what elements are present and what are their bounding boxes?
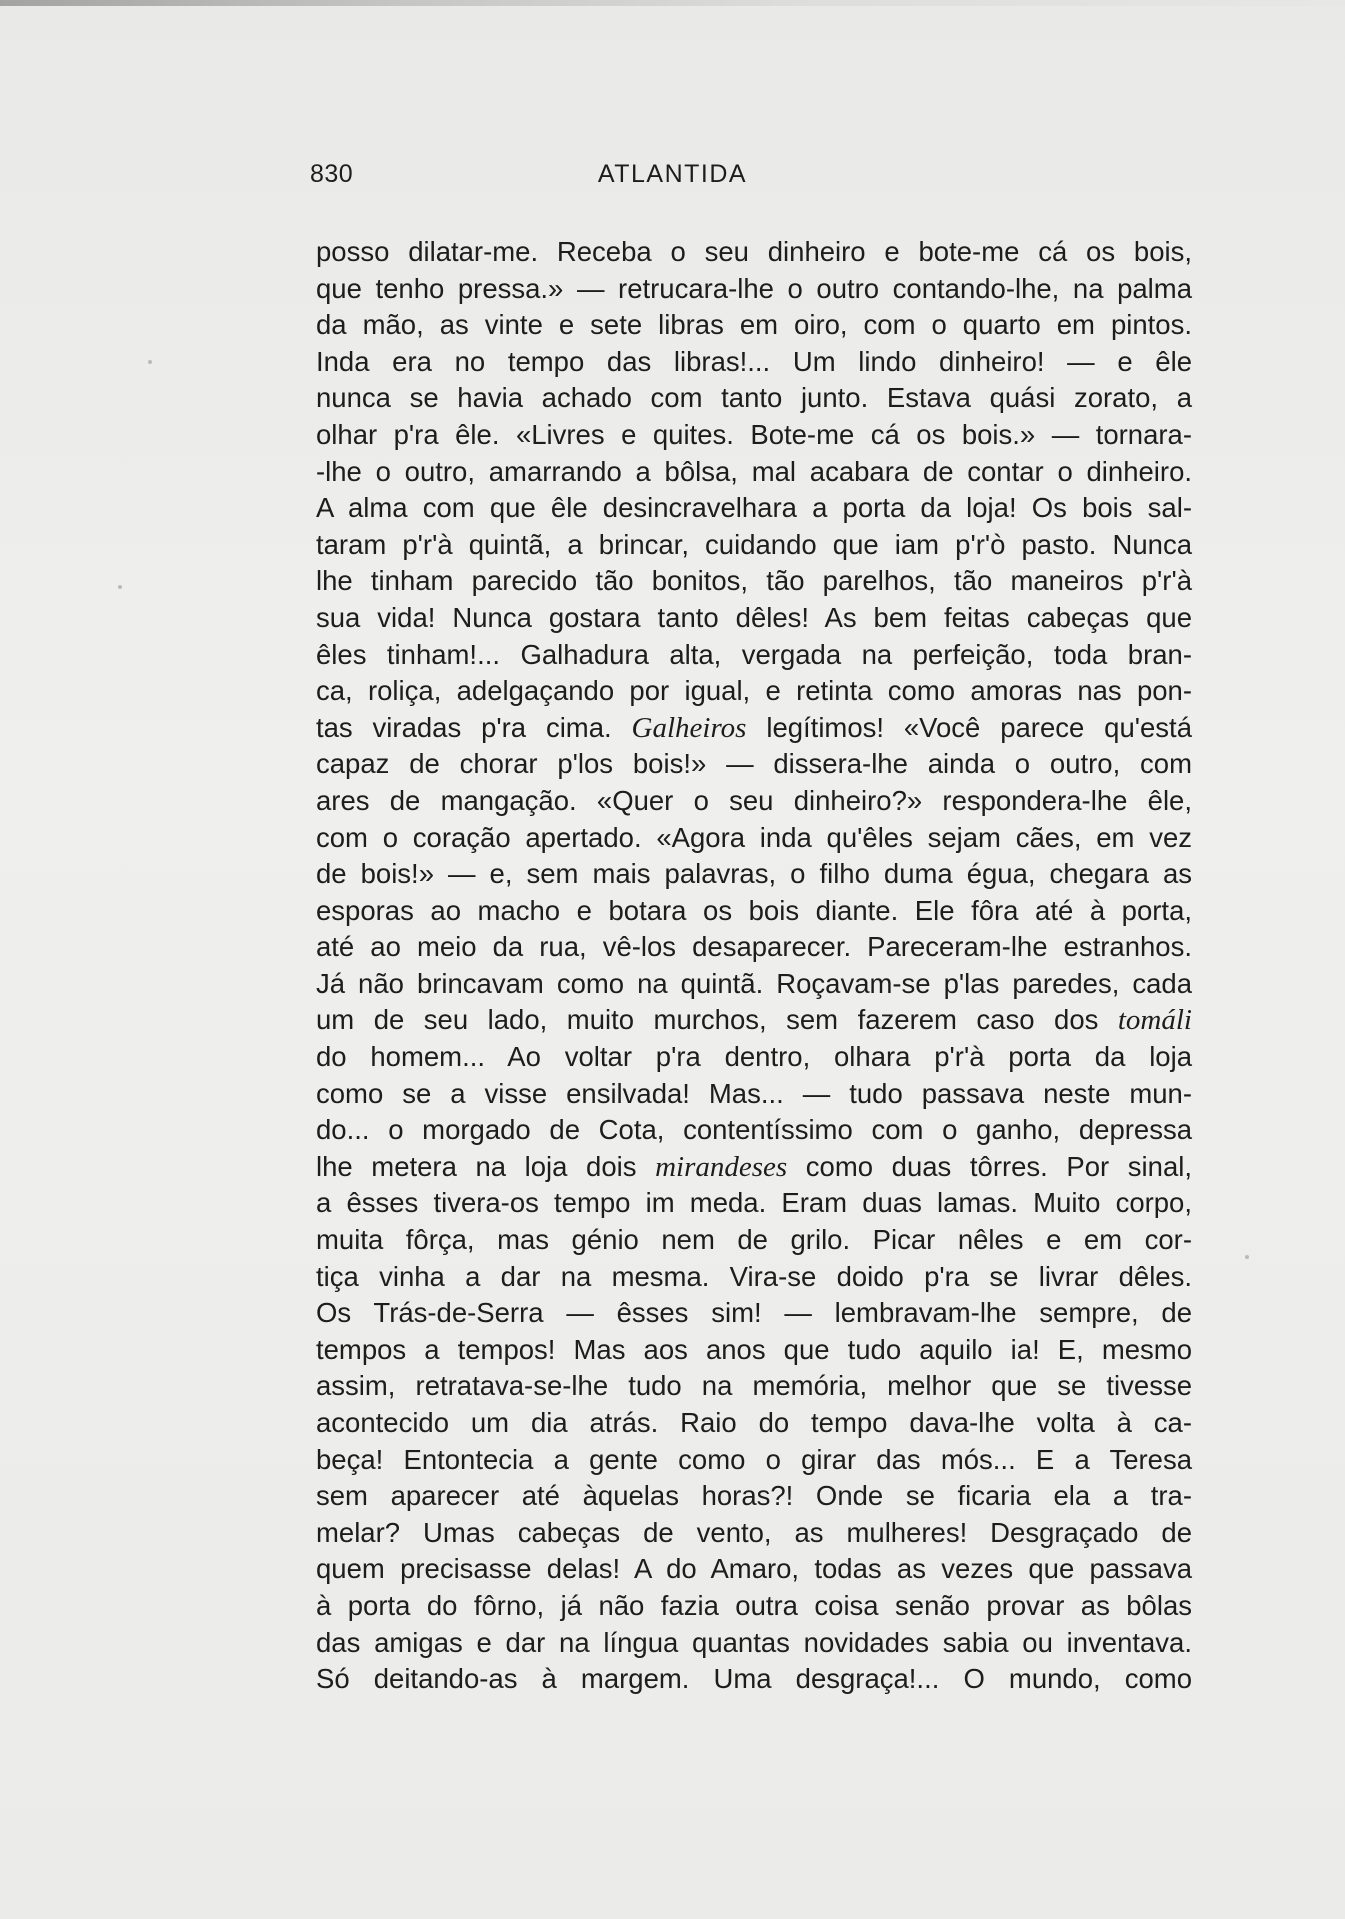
text-line — [316, 1149, 1192, 1186]
text-line — [316, 1259, 1192, 1296]
line-text: um de seu lado, muito murchos, sem fazerem caso dos — [316, 1004, 1118, 1036]
paper-speck — [118, 585, 122, 589]
line-text: até ao meio da rua, vê-los desaparecer. Pareceram-lhe estranhos. — [316, 931, 1192, 963]
text-line — [316, 527, 1192, 564]
text-line — [316, 783, 1192, 820]
text-line — [316, 344, 1192, 381]
text-line — [316, 1442, 1192, 1479]
line-text: olhar p'ra êle. «Livres e quites. Bote-me cá os bois.» — tornara- — [316, 418, 1192, 450]
line-text: da mão, as vinte e sete libras em oiro, com o quarto em pintos. — [316, 309, 1192, 341]
text-line — [316, 1076, 1192, 1113]
line-text: Os Trás-de-Serra — êsses sim! — lembravam-lhe sempre, de — [316, 1297, 1192, 1329]
line-text: lhe metera na loja dois — [316, 1150, 656, 1182]
text-line — [316, 1185, 1192, 1222]
line-text: melar? Umas cabeças de vento, as mulheres! Desgraçado de — [316, 1516, 1192, 1548]
text-line — [316, 454, 1192, 491]
line-text: com o coração apertado. «Agora inda qu'êles sejam cães, em vez — [316, 821, 1192, 853]
line-text: de bois!» — e, sem mais palavras, o filho duma égua, chegara as — [316, 858, 1192, 890]
text-line — [316, 673, 1192, 710]
text-line — [316, 1405, 1192, 1442]
text-line — [316, 893, 1192, 930]
page-header — [0, 160, 1345, 200]
line-text: assim, retratava-se-lhe tudo na memória, melhor que se tivesse — [316, 1370, 1192, 1402]
text-line — [316, 746, 1192, 783]
line-text: nunca se havia achado com tanto junto. Estava quási zorato, a — [316, 382, 1192, 414]
line-text: das amigas e dar na língua quantas novidades sabia ou inventava. — [316, 1626, 1192, 1658]
text-line — [316, 820, 1192, 857]
line-text: quem precisasse delas! A do Amaro, todas as vezes que passava — [316, 1553, 1192, 1585]
text-line — [316, 1222, 1192, 1259]
text-line — [316, 1478, 1192, 1515]
line-text: tiça vinha a dar na mesma. Vira-se doido p'ra se livrar dêles. — [316, 1260, 1192, 1292]
text-line — [316, 417, 1192, 454]
page-number: 830 — [310, 160, 354, 188]
line-text: Já não brincavam como na quintã. Roçavam-se p'las paredes, cada — [316, 967, 1192, 999]
text-line — [316, 1002, 1192, 1039]
line-text: posso dilatar-me. Receba o seu dinheiro e bote-me cá os bois, — [316, 236, 1192, 267]
text-line — [316, 1039, 1192, 1076]
text-line — [316, 929, 1192, 966]
line-text: que tenho pressa.» — retrucara-lhe o outro contando-lhe, na palma — [316, 272, 1192, 304]
line-text: -lhe o outro, amarrando a bôlsa, mal acabara de contar o dinheiro. — [316, 455, 1192, 487]
page-top-edge — [0, 0, 1345, 6]
line-text: beça! Entontecia a gente como o girar das mós... E a Teresa — [316, 1443, 1192, 1475]
text-line — [316, 380, 1192, 417]
text-line — [316, 563, 1192, 600]
line-text: à porta do fôrno, já não fazia outra coisa senão provar as bôlas — [316, 1589, 1192, 1621]
text-line — [316, 710, 1192, 747]
text-line — [316, 637, 1192, 674]
line-text: ca, roliça, adelgaçando por igual, e retinta como amoras nas pon- — [316, 675, 1192, 707]
running-title: ATLANTIDA — [597, 160, 748, 188]
line-text: legítimos! «Você parece qu'está — [746, 711, 1192, 743]
line-text: acontecido um dia atrás. Raio do tempo dava-lhe volta à ca- — [316, 1407, 1192, 1438]
line-text: como duas tôrres. Por sinal, — [787, 1150, 1192, 1182]
text-line — [316, 1368, 1192, 1405]
text-line — [316, 271, 1192, 308]
line-text: Só deitando-as à margem. Uma desgraça!... O mundo, como — [316, 1663, 1192, 1695]
line-text: do... o morgado de Cota, contentíssimo com o ganho, depressa — [316, 1114, 1192, 1146]
italic-term: Galheiros — [631, 711, 747, 744]
line-text: muita fôrça, mas génio nem de grilo. Picar nêles e em cor- — [316, 1224, 1192, 1256]
line-text: a êsses tivera-os tempo im meda. Eram duas lamas. Muito corpo, — [316, 1187, 1192, 1219]
text-line — [316, 1112, 1192, 1149]
line-text: como se a visse ensilvada! Mas... — tudo passava neste mun- — [316, 1077, 1192, 1109]
text-line — [316, 307, 1192, 344]
text-line — [316, 490, 1192, 527]
line-text: Inda era no tempo das libras!... Um lindo dinheiro! — e êle — [316, 345, 1192, 377]
line-text: lhe tinham parecido tão bonitos, tão parelhos, tão maneiros p'r'à — [316, 565, 1192, 597]
text-line — [316, 1515, 1192, 1552]
line-text: taram p'r'à quintã, a brincar, cuidando que iam p'r'ò pasto. Nunca — [316, 528, 1192, 560]
text-line — [316, 1625, 1192, 1662]
line-text: capaz de chorar p'los bois!» — dissera-lhe ainda o outro, com — [316, 748, 1192, 780]
text-line — [316, 1551, 1192, 1588]
italic-term: mirandeses — [655, 1150, 788, 1183]
text-line — [316, 1295, 1192, 1332]
line-text: tas viradas p'ra cima. — [316, 711, 632, 743]
italic-term: tomáli — [1117, 1004, 1192, 1037]
line-text: esporas ao macho e botara os bois diante. Ele fôra até à porta, — [316, 894, 1192, 926]
text-line — [316, 234, 1192, 271]
text-line — [316, 1332, 1192, 1369]
text-line — [316, 1588, 1192, 1625]
line-text: tempos a tempos! Mas aos anos que tudo aquilo ia! E, mesmo — [316, 1333, 1192, 1365]
paper-speck — [1245, 1255, 1249, 1259]
body-text — [316, 234, 1192, 1698]
text-line — [316, 856, 1192, 893]
text-line — [316, 600, 1192, 637]
line-text: sem aparecer até àquelas horas?! Onde se ficaria ela a tra- — [316, 1480, 1192, 1512]
line-text: sua vida! Nunca gostara tanto dêles! As bem feitas cabeças que — [316, 601, 1192, 633]
text-line — [316, 966, 1192, 1003]
line-text: êles tinham!... Galhadura alta, vergada na perfeição, toda bran- — [316, 638, 1192, 670]
line-text: A alma com que êle desincravelhara a porta da loja! Os bois sal- — [316, 492, 1192, 524]
paper-speck — [148, 360, 152, 364]
line-text: do homem... Ao voltar p'ra dentro, olhara p'r'à porta da loja — [316, 1041, 1192, 1073]
text-line — [316, 1661, 1192, 1698]
line-text: ares de mangação. «Quer o seu dinheiro?» respondera-lhe êle, — [316, 784, 1192, 816]
